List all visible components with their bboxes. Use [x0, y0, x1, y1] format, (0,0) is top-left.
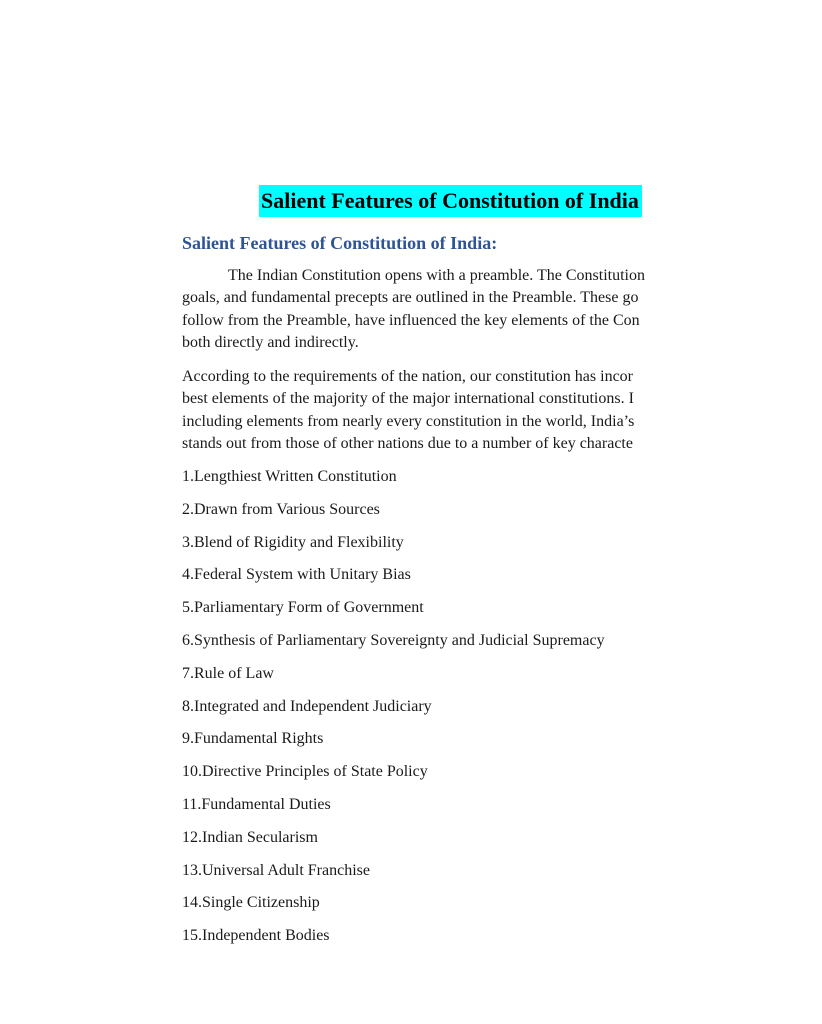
list-item: 5.Parliamentary Form of Government — [182, 599, 424, 617]
list-item: 13.Universal Adult Franchise — [182, 861, 370, 879]
intro-paragraph — [182, 265, 822, 354]
paragraph-line: goals, and fundamental precepts are outlined in the Preamble. These go — [182, 289, 639, 307]
list-item: 10.Directive Principles of State Policy — [182, 763, 428, 781]
paragraph-line: According to the requirements of the nation, our constitution has incor — [182, 368, 633, 385]
requirements-paragraph — [182, 366, 822, 455]
list-item: 4.Federal System with Unitary Bias — [182, 566, 411, 584]
list-item: 15.Independent Bodies — [182, 927, 330, 945]
list-item: 8.Integrated and Independent Judiciary — [182, 697, 432, 715]
paragraph-line: stands out from those of other nations due to a number of key characte — [182, 434, 633, 452]
paragraph-line: best elements of the majority of the major international constitutions. I — [182, 390, 634, 408]
paragraph-line: including elements from nearly every constitution in the world, India’s — [182, 412, 635, 430]
section-heading: Salient Features of Constitution of India: — [182, 233, 498, 253]
list-item: 14.Single Citizenship — [182, 894, 320, 912]
list-item: 12.Indian Secularism — [182, 828, 318, 846]
list-item: 1.Lengthiest Written Constitution — [182, 468, 397, 485]
list-item: 6.Synthesis of Parliamentary Sovereignty and Judicial Supremacy — [182, 631, 605, 649]
list-item: 3.Blend of Rigidity and Flexibility — [182, 533, 404, 551]
paragraph-line: The Indian Constitution opens with a preamble. The Constitution — [228, 267, 645, 284]
list-item: 11.Fundamental Duties — [182, 795, 331, 813]
list-item: 9.Fundamental Rights — [182, 730, 324, 748]
list-item: 2.Drawn from Various Sources — [182, 500, 380, 518]
paragraph-line: both directly and indirectly. — [182, 333, 359, 351]
paragraph-line: follow from the Preamble, have influenced the key elements of the Con — [182, 311, 640, 329]
list-item: 7.Rule of Law — [182, 664, 274, 682]
features-list — [182, 466, 605, 958]
page-title: Salient Features of Constitution of India — [259, 185, 642, 217]
